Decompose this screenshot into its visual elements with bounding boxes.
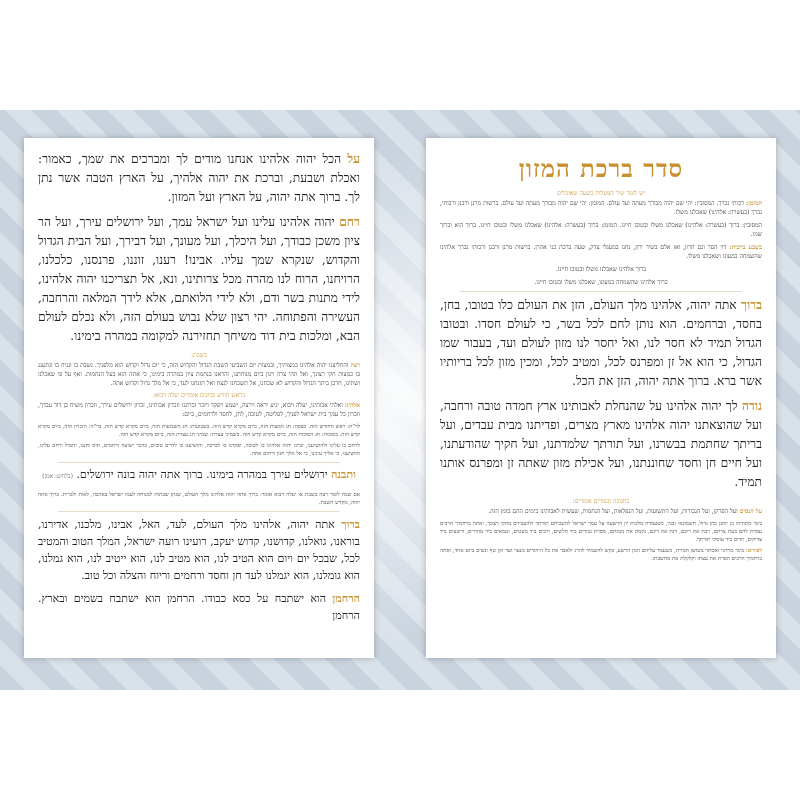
right-page — [426, 138, 776, 658]
shabbat-label: בשבת: — [191, 352, 207, 359]
al-hanisim-paragraph — [440, 507, 762, 516]
retze-text: והחליצנו יהוה אלהינו במצותיך, ובמצות יום השביעי השבת הגדול והקדוש הזה, כי יום גדול וקדוש הוא מלפניך. נשבת בו ונניח בו ונתענג בו כמצות חקי רצונך, ואל תהי צרה ויגון ביום מנוחתנו, והראנו בנחמת ציון במהרה בימינו, כי אתה הוא בעל הנחמות. ואף על פי שאכלנו ושתינו, חרבן ביתך הגדול והקדוש לא שכחנו, אל תשכחנו לנצח ואל תזנחנו לעד, כי אל מלך גדול וקדוש אתה. — [38, 362, 360, 387]
baruch-text: אתה יהוה, אלהינו מלך העולם, לעד, האל, אבינו, מלכנו, אדירנו, בוראנו, גואלנו, קדושנו, קדוש יעקב, רועינו רועה ישראל, המלך הטוב והמטיב לכל, שבכל יום ויום הוא הטיב לנו, הוא מטיב לנו, הוא ייטיב לנו, הוא גמלנו, הוא גומלנו, הוא יגמלנו לעד חן וחסד ורחמים וריוח והצלה וכל טוב. — [38, 518, 360, 582]
al-hakol-paragraph — [38, 150, 360, 207]
page-subtitle: יש לומר שיר המעלות בשעה שאוכלים — [557, 190, 645, 197]
sheva-paragraph — [440, 243, 762, 261]
bracha2-text: לך יהוה אלהינו על שהנחלת לאבותינו ארץ חמדה טובה ורחבה, ועל שהוצאתנו יהוה אלהינו מארץ מצרים, ופדיתנו מבית עבדים, ועל בריתך שחתמת בבשרנו, ועל תורתך שלמדתנו, ועל חקיך שהודעתנו, ועל חיים חן וחסד שחוננתנו, ועל אכילת מזון שאתה זן ומפרנס אותנו תמיד. — [440, 399, 762, 489]
harachaman-paragraph — [38, 590, 360, 624]
zimun-text: רבותי נברך. המסובין: יהי שם יהוה מבורך מעתה ועד עולם. המזמן: יהי שם יהוה מבורך מעתה ועד עולם. ברשות מרנן ורבנן ורבותי, נברך (בעשרה: אלהינו) שאכלנו משלו. — [440, 200, 762, 216]
ubne-lead: ותבנה — [331, 468, 356, 481]
baruch-paragraph — [38, 516, 360, 584]
shabbat-forgot-paragraph: אם שכח לומר רצה בשבת או יעלה ויבוא אומר: ברוך אתה יהוה אלהינו מלך העולם, שנתן שבתות למנוחה לעמו ישראל באהבה, לאות ולברית. ברוך אתה יהוה, מקדש השבת. — [38, 492, 360, 506]
ubne-text: ירושלים עירך במהרה בימינו. ברוך אתה יהוה בונה ירושלים. — [76, 468, 328, 481]
zochrenu-paragraph: לרחם בו עלינו ולהושיענו, זכרנו יהוה אלהינו בו לטובה, ופקדנו בו לברכה, והושיענו בו לחיים טובים, בדבר ישועה ורחמים, חוס וחננו, וחמול ורחם עלינו, והושיענו, כי אליך עינינו, כי אל מלך חנון ורחום אתה. — [38, 443, 360, 457]
short-line-1: ברוך אלהינו שאכלנו משלו ובטובו חיינו. — [555, 266, 647, 273]
divider — [58, 462, 340, 463]
occasions-paragraph: לר"ח: ראש החודש הזה. בפסח: חג המצות הזה, ביום מקרא קדש הזה. בשבועות: חג השבועות הזה, ביום מקרא קדש הזה. בר"ה: הזכרון הזה, ביום מקרא קדש הזה. בסוכות: חג הסוכות הזה, ביום מקרא קדש הזה. בשמיני עצרת: שמיני חג עצרת הזה, ביום מקרא קדש הזה. — [38, 424, 360, 438]
rachem-paragraph — [38, 213, 360, 346]
harachaman-text: הוא ישתבח על כסא כבודו. הרחמן הוא ישתבח בשמים ובארץ. הרחמן — [38, 592, 360, 622]
baruch-lead: ברוך — [341, 518, 360, 531]
yaale-label: בראש חודש ובחגים אומרים יעלה ויבוא: — [152, 392, 246, 399]
ubne-paragraph — [38, 467, 360, 485]
mesubin-paragraph: המסובין: ברוך (בעשרה: אלהינו) שאכלנו משלו ובטובו חיינו. המזמן: ברוך (בעשרה: אלהינו) שאכלנו משלו ובטובו חיינו. ברוך הוא וברוך שמו. — [440, 222, 762, 238]
yaale-paragraph — [38, 401, 360, 419]
yaale-lead: אלהינו — [344, 402, 360, 409]
zimun-paragraph — [440, 199, 762, 217]
al-hakol-lead: על — [347, 152, 361, 166]
rachem-text: יהוה אלהינו עלינו ועל ישראל עמך, ועל ירושלים עירך, ועל הר ציון משכן כבודך, ועל היכלך, ועל מעונך, ועל דבירך, ועל הבית הגדול והקדוש, שנקרא שמך עליו. אבינו! רענו, זוננו, פרנסנו, כלכלנו, הרויחנו, הרוח לנו מהרה מכל צרותינו, ונא, אל תצריכנו יהוה אלהינו, לידי מתנות בשר ודם, ולא לידי הלואתם, אלא לידך המלאה והרחבה, העשירה והפתוחה. יהי רצון שלא נבוש בעולם הזה, ולא נכלם לעולם הבא, ומלכות בית דוד משיחך תחזירנה למקומה במהרה בימינו. — [38, 215, 360, 343]
bracha1-paragraph — [440, 296, 762, 391]
rachem-lead: רחם — [339, 215, 361, 229]
bracha2-lead: נודה — [742, 399, 762, 413]
divider — [460, 291, 742, 292]
retze-paragraph — [38, 361, 360, 388]
yaale-text: ואלהי אבותינו, יעלה ויבוא, יגיע יראה וירצה, ישמע ויפקד ויזכר זכרוננו וזכרון אבותינו, זכרון ירושלים עירך, וזכרון משיח בן דוד עבדך, וזכרון כל עמך בית ישראל לפניך, לפליטה, לטובה, לחן, לחסד ולרחמים, ביום: — [38, 402, 360, 418]
zimun-label: המזמן: — [746, 200, 762, 207]
sheva-text: דוי הסר וגם חרון, ואז אלם בשיר ירון, נחנו במעגלי צדק, שעה ברכת בני אהרן. ברשות מרנן ורבנן ורבותי נברך אלהינו שהשמחה במעונו ושאכלנו משלו. — [440, 244, 762, 260]
ubne-note: (בלחש: אמן) — [42, 473, 73, 480]
purim-paragraph — [440, 547, 762, 563]
short-line-2: ברוך אלהינו שהשמחה במעונו, שאכלנו משלו ובטובו חיינו. — [534, 279, 668, 286]
bracha2-paragraph — [440, 397, 762, 492]
chanukah-label: בחנוכה ובפורים אומרים: — [572, 498, 630, 505]
page-title: סדר ברכת המזון — [518, 154, 684, 183]
purim-label: לפורים: — [745, 548, 763, 554]
al-hanisim-label: על הנסים — [739, 508, 762, 515]
sheva-label: בשבע ברכות: — [729, 244, 762, 251]
harachaman-lead: הרחמן — [332, 592, 360, 605]
al-hanisim-text: ועל הפרקן, ועל הגבורות, ועל התשועות, ועל הנפלאות, ועל הנחמות, שעשית לאבותינו בימים ההם בזמן הזה. — [488, 508, 738, 515]
chanukah-paragraph: בימי מתתיהו בן יוחנן כהן גדול, חשמונאי ובניו, כשעמדה מלכות יון הרשעה על עמך ישראל להשכיחם תורתך ולהעבירם מחקי רצונך, ואתה ברחמיך הרבים עמדת להם בעת צרתם, רבת את ריבם, דנת את דינם, נקמת את נקמתם, מסרת גבורים ביד חלשים, ורבים ביד מעטים, וטמאים ביד טהורים, ורשעים ביד צדיקים, וזדים ביד עוסקי תורתך. — [440, 521, 762, 543]
retze-lead: רצה — [350, 362, 360, 369]
purim-text: בימי מרדכי ואסתר בשושן הבירה, כשעמד עליהם המן הרשע, בקש להשמיד להרג ולאבד את כל היהודים מנער ועד זקן טף ונשים ביום אחד, ואתה ברחמיך הרבים הפרת את עצתו וקלקלת את מחשבתו. — [440, 548, 762, 562]
left-page — [24, 138, 374, 658]
divider — [58, 511, 340, 512]
bracha1-text: אתה יהוה, אלהינו מלך העולם, הזן את העולם כלו בטובו, בחן, בחסד, וברחמים. הוא נותן לחם לכל בשר, כי לעולם חסדו. ובטובו הגדול תמיד לא חסר לנו, ואל יחסר לנו מזון לעולם ועד, בעבור שמו הגדול, כי הוא אל זן ומפרנס לכל, ומטיב לכל, ומכין מזון לכל בריותיו אשר ברא. ברוך אתה יהוה, הזן את הכל. — [440, 298, 762, 388]
al-hakol-text: הכל יהוה אלהינו אנחנו מודים לך ומברכים את שמך, כאמור: ואכלת ושבעת, וברכת את יהוה אלהיך, על הארץ הטבה אשר נתן לך. ברוך אתה יהוה, על הארץ ועל המזון. — [38, 152, 360, 204]
bracha1-lead: ברוך — [741, 298, 763, 312]
